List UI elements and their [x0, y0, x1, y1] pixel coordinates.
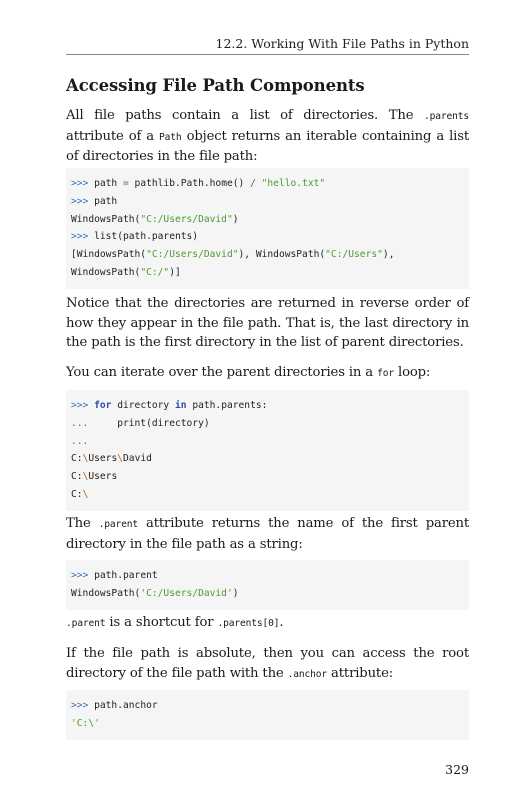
code-line: 'C:\'	[71, 717, 100, 729]
code-block-for-loop	[66, 390, 469, 511]
code-line: >>> for directory in path.parents:	[71, 400, 268, 411]
code-line: [WindowsPath("C:/Users/David"), WindowsPath("C:/Users"),	[71, 249, 395, 261]
code-line: >>> list(path.parents)	[71, 231, 199, 243]
code-line: WindowsPath("C:/")]	[71, 266, 181, 278]
code-line: >>> path = pathlib.Path.home() / "hello.txt"	[71, 178, 326, 189]
inline-code-path: Path	[159, 131, 182, 143]
intro-paragraph: All file paths contain a list of directories. The .parents attribute of a Path object returns an iterable containing a list of directories in the file path:	[66, 108, 470, 164]
header-rule	[66, 54, 469, 55]
section-heading: Accessing File Path Components	[66, 76, 365, 95]
code-block-anchor	[66, 690, 469, 740]
page-number: 329	[445, 762, 469, 777]
inline-code-parent: .parent	[98, 519, 139, 530]
inline-code-parents-index: .parents[0]	[217, 618, 280, 629]
code-line: ...	[71, 435, 89, 447]
code-line: >>> path	[71, 195, 118, 207]
code-block-parents	[66, 168, 469, 289]
paragraph-anchor: If the file path is absolute, then you can access the root directory of the file path with the .anchor attribute:	[66, 646, 469, 681]
code-line: ... print(directory)	[71, 417, 210, 429]
code-line: WindowsPath("C:/Users/David")	[71, 213, 239, 225]
code-line: WindowsPath('C:/Users/David')	[71, 587, 239, 599]
paragraph-reverse-order: Notice that the directories are returned in reverse order of how they appear in the file path. That is, the last directory in the path is the first directory in the list of parent directories.	[66, 296, 469, 350]
paragraph-parent: The .parent attribute returns the name of the first parent directory in the file path as a string:	[66, 516, 469, 552]
code-line: >>> path.parent	[71, 570, 158, 581]
inline-code-parents: .parents	[423, 111, 469, 122]
running-header: 12.2. Working With File Paths in Python	[215, 36, 469, 51]
code-line: C:\Users	[71, 471, 118, 483]
code-line: C:\	[71, 488, 89, 500]
inline-code-for: for	[377, 368, 394, 379]
paragraph-iterate: You can iterate over the parent directories in a for loop:	[66, 365, 431, 380]
inline-code-parent: .parent	[66, 618, 106, 629]
code-line: C:\Users\David	[71, 453, 152, 465]
paragraph-shortcut: .parent is a shortcut for .parents[0].	[66, 615, 284, 630]
code-line: >>> path.anchor	[71, 700, 158, 711]
code-block-parent	[66, 560, 469, 610]
inline-code-anchor: .anchor	[287, 668, 328, 680]
